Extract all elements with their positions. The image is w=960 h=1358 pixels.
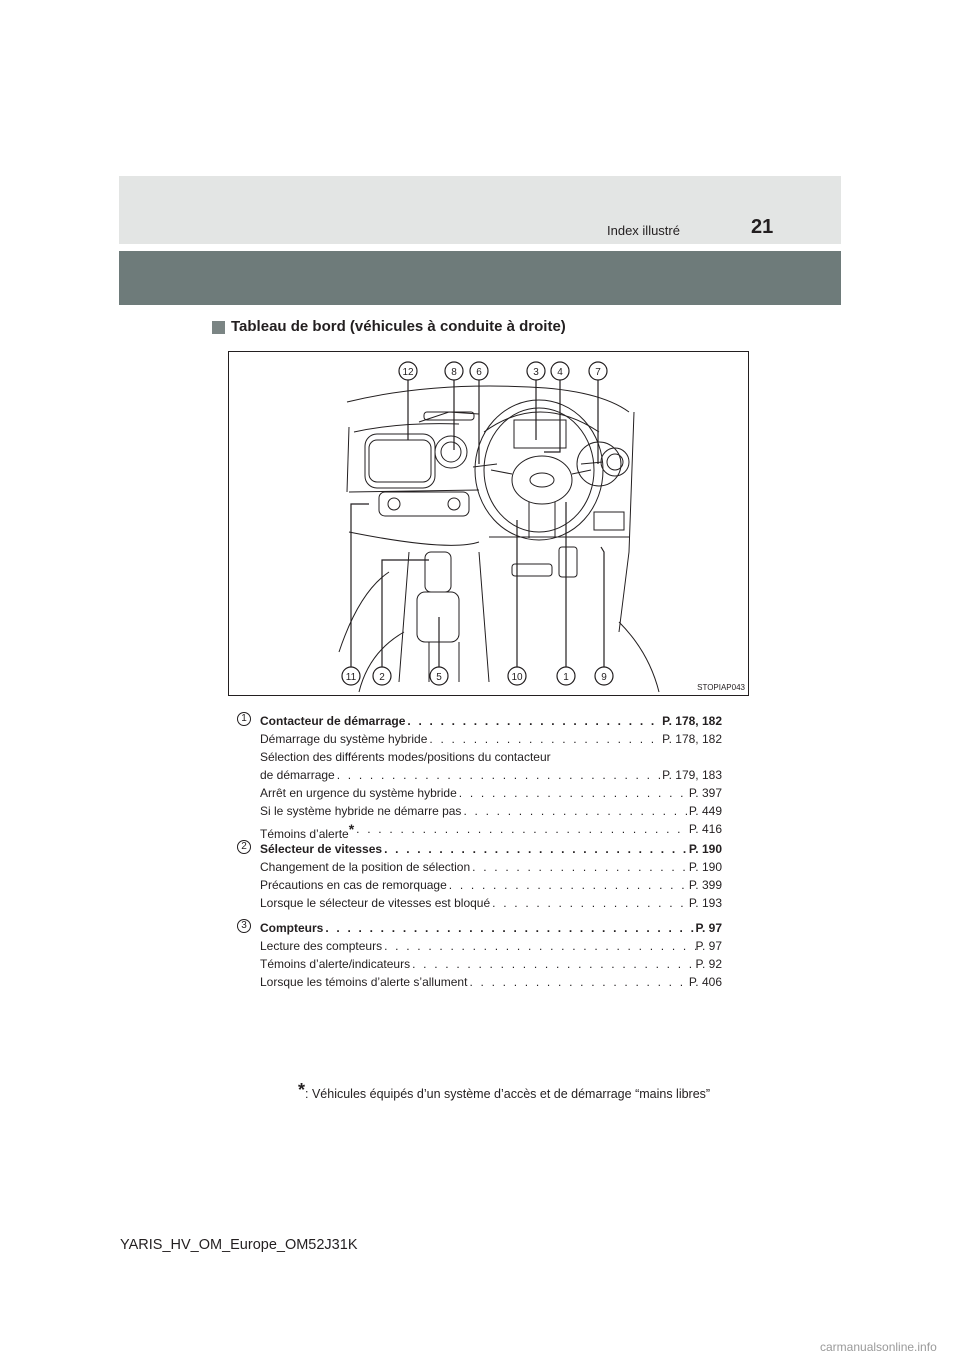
- item-number-badge: 3: [237, 919, 251, 933]
- dashboard-drawing: [229, 352, 749, 696]
- entry-page: P. 97: [695, 939, 722, 953]
- index-entry-main[interactable]: [260, 712, 722, 730]
- entry-label: Arrêt en urgence du système hybride: [260, 786, 457, 800]
- dashboard-illustration: [228, 351, 749, 696]
- leader-dots: [461, 802, 688, 820]
- leader-dots: [335, 766, 662, 784]
- entry-label: Lorsque le sélecteur de vitesses est bloqué: [260, 896, 491, 910]
- index-entry[interactable]: [260, 955, 722, 973]
- item-number-badge: 1: [237, 712, 251, 726]
- index-entry[interactable]: [260, 820, 722, 841]
- index-item: [237, 712, 722, 841]
- index-entry[interactable]: [260, 730, 722, 748]
- header-dark-band: [119, 251, 841, 305]
- leader-dots: [467, 973, 688, 991]
- callout-7: 7: [595, 367, 601, 378]
- callout-5: 5: [436, 672, 442, 683]
- index-entry[interactable]: [260, 973, 722, 991]
- entry-page: P. 179, 183: [662, 768, 722, 782]
- entry-page: P. 397: [688, 786, 722, 800]
- leader-dots: [457, 784, 689, 802]
- index-entry[interactable]: [260, 894, 722, 912]
- leader-dots: [354, 820, 689, 838]
- entry-page: P. 190: [688, 860, 722, 874]
- figure-code: STOPIAP043: [697, 683, 745, 692]
- index-entry[interactable]: [260, 876, 722, 894]
- entry-label: Changement de la position de sélection: [260, 860, 471, 874]
- watermark: carmanualsonline.info: [820, 1340, 937, 1354]
- entry-label: Précautions en cas de remorquage: [260, 878, 447, 892]
- entry-label: Sélection des différents modes/positions du contacteur: [260, 750, 551, 764]
- section-title: Tableau de bord (véhicules à conduite à droite): [231, 318, 566, 335]
- footnote: [298, 1080, 710, 1101]
- entry-label: Compteurs: [260, 921, 324, 935]
- entry-page: P. 449: [688, 804, 722, 818]
- item-number-badge: 2: [237, 840, 251, 854]
- header-section-title: Index illustré: [607, 223, 680, 238]
- index-entry[interactable]: [260, 766, 722, 784]
- entry-label: de démarrage: [260, 768, 335, 782]
- entry-page: P. 178, 182: [662, 714, 722, 728]
- index-entry-main[interactable]: [260, 840, 722, 858]
- entry-label: Témoins d’alerte/indicateurs: [260, 957, 411, 971]
- entry-page: P. 97: [695, 921, 722, 935]
- leader-dots: [405, 712, 662, 730]
- index-entry[interactable]: [260, 802, 722, 820]
- index-entry[interactable]: [260, 858, 722, 876]
- leader-dots: [447, 876, 689, 894]
- entry-label: Lorsque les témoins d’alerte s’allument: [260, 975, 468, 989]
- entry-page: P. 416: [688, 822, 722, 836]
- header-band: [119, 176, 841, 244]
- index-entry[interactable]: [260, 937, 722, 955]
- callout-8: 8: [451, 367, 457, 378]
- leader-dots: [427, 730, 662, 748]
- callout-9: 9: [601, 672, 607, 683]
- callout-6: 6: [476, 367, 482, 378]
- callout-10: 10: [511, 672, 523, 683]
- footnote-star: *: [348, 821, 355, 837]
- leader-dots: [490, 894, 689, 912]
- entry-page: P. 92: [695, 957, 722, 971]
- entry-label: [260, 820, 355, 841]
- index-entry-main[interactable]: [260, 919, 722, 937]
- callout-4: 4: [557, 367, 563, 378]
- leader-dots: [382, 840, 689, 858]
- document-id: YARIS_HV_OM_Europe_OM52J31K: [120, 1237, 358, 1253]
- callout-3: 3: [533, 367, 539, 378]
- entry-label-text: Témoins d’alerte: [260, 827, 349, 841]
- footnote-star: *: [298, 1080, 306, 1100]
- page-number: 21: [751, 216, 774, 238]
- index-item: [237, 840, 722, 912]
- entry-page: P. 178, 182: [662, 732, 722, 746]
- leader-dots: [382, 937, 695, 955]
- entry-label: Si le système hybride ne démarre pas: [260, 804, 462, 818]
- footnote-text: : Véhicules équipés d’un système d’accès et de démarrage “mains libres”: [305, 1087, 711, 1101]
- entry-label: Contacteur de démarrage: [260, 714, 406, 728]
- entry-label: Lecture des compteurs: [260, 939, 383, 953]
- index-entry[interactable]: [260, 784, 722, 802]
- callout-11: 11: [345, 672, 357, 683]
- entry-page: P. 406: [688, 975, 722, 989]
- leader-dots: [410, 955, 695, 973]
- leader-dots: [470, 858, 689, 876]
- entry-label: Sélecteur de vitesses: [260, 842, 383, 856]
- index-item: [237, 919, 722, 991]
- callout-2: 2: [379, 672, 385, 683]
- callout-1: 1: [563, 672, 569, 683]
- leader-dots: [323, 919, 695, 937]
- entry-page: P. 190: [688, 842, 722, 856]
- entry-page: P. 193: [688, 896, 722, 910]
- callout-12: 12: [402, 367, 414, 378]
- index-entry: [260, 748, 722, 766]
- entry-label: Démarrage du système hybride: [260, 732, 428, 746]
- entry-page: P. 399: [688, 878, 722, 892]
- section-marker-icon: [212, 321, 225, 334]
